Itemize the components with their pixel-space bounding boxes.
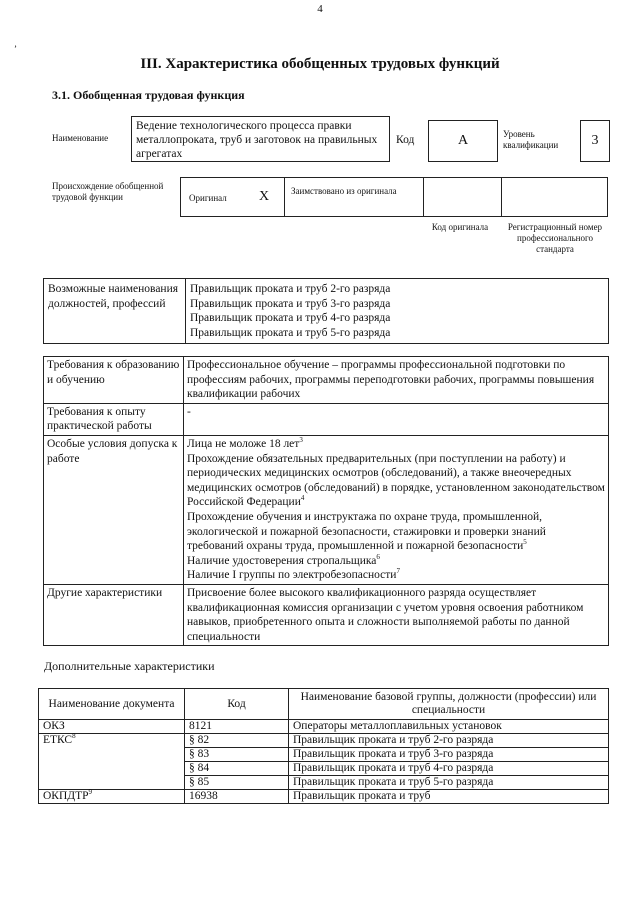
table-row [39, 734, 609, 748]
other-value: Присвоение более высокого квалификационного разряда осуществляет квалификационная комиссия организации с учетом уровня освоения работником навыков, приобретенного опыта и сложности выполняемой работы по данной специальности [184, 584, 609, 645]
page-number: 4 [317, 3, 323, 15]
scan-mark: ʼ [14, 44, 17, 54]
condition-item: Лица не моложе 18 лет$^3$ [187, 436, 303, 450]
row-code: § 85 [185, 776, 289, 790]
experience-label: Требования к опыту практической работы [44, 403, 184, 435]
name-value [131, 116, 390, 162]
row-code: § 83 [185, 748, 289, 762]
row-name: Правильщик проката и труб [289, 790, 609, 804]
position-item: Правильщик проката и труб 3-го разряда [190, 297, 391, 310]
reg-number-caption: Регистрационный номер профессионального стандарта [507, 222, 603, 254]
other-label: Другие характеристики [44, 584, 184, 645]
origin-table [180, 177, 608, 217]
header-doc: Наименование документа [39, 689, 185, 720]
position-item: Правильщик проката и труб 5-го разряда [190, 326, 391, 339]
education-label: Требования к образованию и обучению [44, 357, 184, 404]
row-name: Правильщик проката и труб 2-го разряда [289, 734, 609, 748]
code-value: А [428, 120, 498, 162]
position-item: Правильщик проката и труб 4-го разряда [190, 312, 391, 325]
table-row [39, 720, 609, 734]
condition-item: Наличие удостоверения стропальщика$^6$ [187, 552, 380, 567]
row-doc: ЕТКС$^8$ [39, 734, 185, 790]
name-value-text: Ведение технологического процесса правки металлопроката, труб и заготовок на правильных агрегатах [136, 120, 378, 160]
row-doc: ОКПДТР$^9$ [39, 790, 185, 804]
row-name: Правильщик проката и труб 5-го разряда [289, 776, 609, 790]
education-value: Профессиональное обучение – программы профессиональной подготовки по профессиям рабочих, программы переподготовки рабочих, программы повышения квалификации рабочих [184, 357, 609, 404]
row-doc: ОКЗ [39, 720, 185, 734]
section-title: III. Характеристика обобщенных трудовых функций [140, 56, 500, 72]
divider [284, 178, 285, 216]
positions-list [186, 279, 609, 344]
position-item: Правильщик проката и труб 2-го разряда [190, 283, 391, 295]
borrowed-label: Заимствовано из оригинала [291, 186, 397, 196]
row-name: Правильщик проката и труб 4-го разряда [289, 762, 609, 776]
condition-item: Наличие I группы по электробезопасности$^7$ [187, 567, 400, 582]
row-code: 16938 [185, 790, 289, 804]
table-row [39, 790, 609, 804]
code-label: Код [396, 134, 415, 146]
row-name: Операторы металлоплавильных установок [289, 720, 609, 734]
row-code: 8121 [185, 720, 289, 734]
divider [423, 178, 424, 216]
conditions-label: Особые условия допуска к работе [44, 435, 184, 584]
row-name: Правильщик проката и труб 3-го разряда [289, 748, 609, 762]
subsection-title: 3.1. Обобщенная трудовая функция [52, 88, 245, 102]
header-code: Код [185, 689, 289, 720]
condition-item: Прохождение обучения и инструктажа по охране труда, промышленной, экологической и пожарной безопасности, стажировки и проверки знаний требований охраны труда, промышленной и пожарной безопасности$^5$ [187, 510, 546, 553]
divider [501, 178, 502, 216]
level-value: 3 [580, 120, 610, 162]
header-name: Наименование базовой группы, должности (профессии) или специальности [289, 689, 609, 720]
name-label: Наименование [52, 133, 109, 143]
origin-label: Происхождение обобщенной трудовой функции [52, 181, 164, 202]
positions-table [43, 278, 609, 344]
level-label: Уровень квалификации [503, 129, 559, 150]
original-label: Оригинал [189, 193, 227, 203]
row-code: § 84 [185, 762, 289, 776]
experience-value: - [184, 403, 609, 435]
condition-item: Прохождение обязательных предварительных (при поступлении на работу) и периодических медицинских осмотров (обследований), а также внеочередных медицинских осмотров (обследований) в порядке, установленном законодательством Российской Федерации$^4$ [187, 452, 605, 509]
conditions-list [184, 435, 609, 584]
row-code: § 82 [185, 734, 289, 748]
original-mark: Х [259, 189, 270, 204]
original-code-caption: Код оригинала [431, 222, 489, 232]
additional-table [38, 688, 609, 804]
requirements-table [43, 356, 609, 646]
positions-label: Возможные наименования должностей, профессий [44, 279, 186, 344]
additional-title: Дополнительные характеристики [44, 659, 215, 673]
